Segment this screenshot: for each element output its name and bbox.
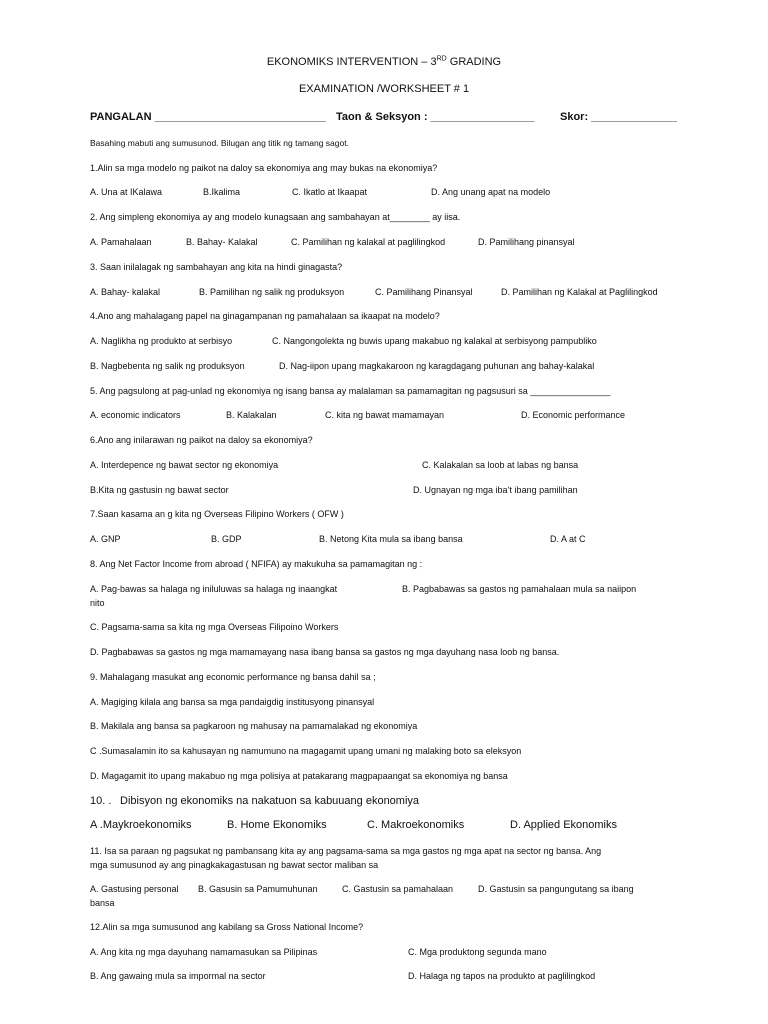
q4-option-c: C. Nangongolekta ng buwis upang makabuo ng kalakal at serbisyong pampubliko xyxy=(272,336,597,346)
q9-option-b: B. Makilala ang bansa sa pagkaroon ng mahusay na pamamalakad ng ekonomiya xyxy=(90,721,418,731)
q9-option-a: A. Magiging kilala ang bansa sa mga pandaigdig institusyong pinansyal xyxy=(90,697,375,707)
question-10: Dibisyon ng ekonomiks na nakatuon sa kabuuang ekonomiya xyxy=(120,795,420,807)
q7-option-a: A. GNP xyxy=(90,534,121,544)
q7-option-c: B. Netong Kita mula sa ibang bansa xyxy=(319,534,463,544)
q11-option-d: D. Gastusin sa pangungutang sa ibang xyxy=(478,884,634,894)
q11-option-a: A. Gastusing personal xyxy=(90,884,179,894)
q2-option-b: B. Bahay- Kalakal xyxy=(186,237,258,247)
q3-option-d: D. Pamilihan ng Kalakal at Paglilingkod xyxy=(501,287,658,297)
q2-option-a: A. Pamahalaan xyxy=(90,237,152,247)
q12-option-c: C. Mga produktong segunda mano xyxy=(408,947,547,957)
q11-option-c: C. Gastusin sa pamahalaan xyxy=(342,884,454,894)
q8-option-b-continued: nito xyxy=(90,598,105,608)
q9-option-d: D. Magagamit ito upang makabuo ng mga polisiya at patakarang magpapaangat sa ekonomiya ng bansa xyxy=(90,771,508,781)
q12-option-a: A. Ang kita ng mga dayuhang namamasukan sa Pilipinas xyxy=(90,947,318,957)
q10-option-a: A .Maykroekonomiks xyxy=(90,819,192,831)
section-field: Taon & Seksyon : _________________ xyxy=(336,111,535,123)
q5-option-c: C. kita ng bawat mamamayan xyxy=(325,410,445,420)
q8-option-a: A. Pag-bawas sa halaga ng iniluluwas sa halaga ng inaangkat xyxy=(90,584,338,594)
q5-option-a: A. economic indicators xyxy=(90,410,181,420)
question-11-continued: mga sumusunod ay ang pinagkakagastusan ng bawat sector maliban sa xyxy=(90,860,379,870)
q12-option-d: D. Halaga ng tapos na produkto at paglilingkod xyxy=(408,971,596,981)
q4-option-a: A. Naglikha ng produkto at serbisyo xyxy=(90,336,233,346)
q5-option-b: B. Kalakalan xyxy=(226,410,277,420)
q1-option-b: B.Ikalima xyxy=(203,187,241,197)
question-10-number: 10. . xyxy=(90,795,112,807)
q8-option-d: D. Pagbabawas sa gastos ng mga mamamayang nasa ibang bansa sa gastos ng mga dayuhang nasa loob ng bansa. xyxy=(90,647,560,657)
q4-option-b: B. Nagbebenta ng salik ng produksyon xyxy=(90,361,245,371)
question-1: 1.Alin sa mga modelo ng paikot na daloy sa ekonomiya ang may bukas na ekonomiya? xyxy=(90,163,438,173)
q7-option-d: D. A at C xyxy=(550,534,586,544)
q6-option-d: D. Ugnayan ng mga iba’t ibang pamilihan xyxy=(413,485,578,495)
q6-option-a: A. Interdepence ng bawat sector ng ekonomiya xyxy=(90,460,279,470)
instructions: Basahing mabuti ang sumusunod. Bilugan ang titik ng tamang sagot. xyxy=(90,138,349,148)
q2-option-d: D. Pamilihang pinansyal xyxy=(478,237,575,247)
q6-option-b: B.Kita ng gastusin ng bawat sector xyxy=(90,485,229,495)
q11-option-b: B. Gasusin sa Pamumuhunan xyxy=(198,884,318,894)
q3-option-b: B. Pamilihan ng salik ng produksyon xyxy=(199,287,345,297)
name-field: PANGALAN ____________________________ xyxy=(90,111,326,123)
q7-option-b: B. GDP xyxy=(211,534,242,544)
q3-option-a: A. Bahay- kalakal xyxy=(90,287,161,297)
q10-option-b: B. Home Ekonomiks xyxy=(227,819,327,831)
q8-option-c: C. Pagsama-sama sa kita ng mga Overseas Filipoino Workers xyxy=(90,622,339,632)
question-5: 5. Ang pagsulong at pag-unlad ng ekonomiya ng isang bansa ay malalaman sa pamamagitan ng pagsusuri sa ________________ xyxy=(90,386,611,396)
q4-option-d: D. Nag-iipon upang magkakaroon ng karagdagang puhunan ang bahay-kalakal xyxy=(279,361,595,371)
worksheet-title: EKONOMIKS INTERVENTION – 3RD GRADING xyxy=(266,55,502,68)
q1-option-c: C. Ikatlo at Ikaapat xyxy=(292,187,368,197)
q8-option-b: B. Pagbabawas sa gastos ng pamahalaan mula sa naiipon xyxy=(402,584,637,594)
question-9: 9. Mahalagang masukat ang economic performance ng bansa dahil sa ; xyxy=(90,672,376,682)
q11-option-d-continued: bansa xyxy=(90,898,115,908)
q9-option-c: C .Sumasalamin ito sa kahusayan ng namumuno na magagamit upang umani ng malaking boto sa eleksyon xyxy=(90,746,522,756)
q6-option-c: C. Kalakalan sa loob at labas ng bansa xyxy=(422,460,579,470)
question-2: 2. Ang simpleng ekonomiya ay ang modelo kunagsaan ang sambahayan at________ ay iisa. xyxy=(90,212,461,222)
q2-option-c: C. Pamilihan ng kalakal at paglilingkod xyxy=(291,237,446,247)
question-11: 11. Isa sa paraan ng pagsukat ng pambansang kita ay ang pagsama-sama sa mga gastos ng mga apat na sector ng bansa. Ang xyxy=(90,846,602,856)
score-field: Skor: ______________ xyxy=(560,111,677,123)
worksheet-subtitle: EXAMINATION /WORKSHEET # 1 xyxy=(298,83,470,95)
question-4: 4.Ano ang mahalagang papel na ginagampanan ng pamahalaan sa ikaapat na modelo? xyxy=(90,311,440,321)
q3-option-c: C. Pamilihang Pinansyal xyxy=(375,287,473,297)
question-6: 6.Ano ang inilarawan ng paikot na daloy sa ekonomiya? xyxy=(90,435,313,445)
q10-option-d: D. Applied Ekonomiks xyxy=(510,819,617,831)
q12-option-b: B. Ang gawaing mula sa impormal na sector xyxy=(90,971,266,981)
q10-option-c: C. Makroekonomiks xyxy=(367,819,465,831)
q5-option-d: D. Economic performance xyxy=(521,410,626,420)
q1-option-d: D. Ang unang apat na modelo xyxy=(431,187,551,197)
question-3: 3. Saan inilalagak ng sambahayan ang kita na hindi ginagasta? xyxy=(90,262,343,272)
q1-option-a: A. Una at IKalawa xyxy=(90,187,163,197)
question-7: 7.Saan kasama an g kita ng Overseas Filipino Workers ( OFW ) xyxy=(90,509,344,519)
question-8: 8. Ang Net Factor Income from abroad ( NFIFA) ay makukuha sa pamamagitan ng : xyxy=(90,559,423,569)
question-12: 12.Alin sa mga sumusunod ang kabilang sa Gross National Income? xyxy=(90,922,364,932)
